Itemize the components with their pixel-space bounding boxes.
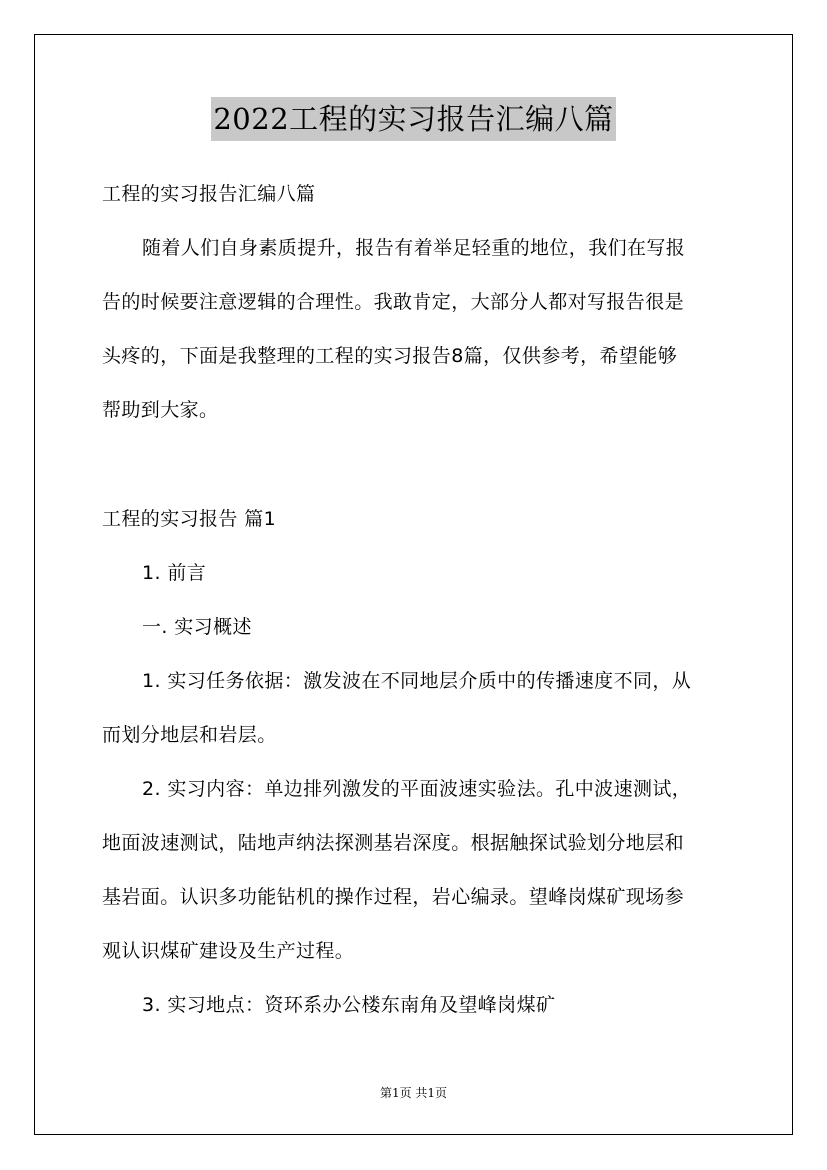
body-line: 地面波速测试，陆地声纳法探测基岩深度。根据触探试验划分地层和	[102, 832, 685, 854]
body-line: 1. 前言	[142, 562, 207, 584]
intro-line: 随着人们自身素质提升，报告有着举足轻重的地位，我们在写报	[142, 237, 686, 259]
intro-line: 头疼的，下面是我整理的工程的实习报告8篇，仅供参考，希望能够	[102, 345, 678, 367]
section-heading: 工程的实习报告 篇1	[102, 508, 277, 530]
body-line: 一. 实习概述	[142, 616, 252, 638]
body-line: 1. 实习任务依据：激发波在不同地层介质中的传播速度不同，从	[142, 670, 692, 692]
document-subtitle: 工程的实习报告汇编八篇	[102, 183, 316, 205]
body-line: 2. 实习内容：单边排列激发的平面波速实验法。孔中波速测试，	[142, 778, 692, 800]
body-line: 3. 实习地点：资环系办公楼东南角及望峰岗煤矿	[142, 994, 556, 1016]
body-line: 基岩面。认识多功能钻机的操作过程，岩心编录。望峰岗煤矿现场参	[102, 886, 685, 908]
title-wrap	[0, 97, 827, 141]
document-title: 2022工程的实习报告汇编八篇	[211, 97, 615, 141]
intro-line: 告的时候要注意逻辑的合理性。我敢肯定，大部分人都对写报告很是	[102, 291, 685, 313]
body-line: 而划分地层和岩层。	[102, 724, 277, 746]
page-footer: 第1页 共1页	[379, 1086, 448, 1100]
intro-line: 帮助到大家。	[102, 399, 219, 421]
body-line: 观认识煤矿建设及生产过程。	[102, 940, 355, 962]
